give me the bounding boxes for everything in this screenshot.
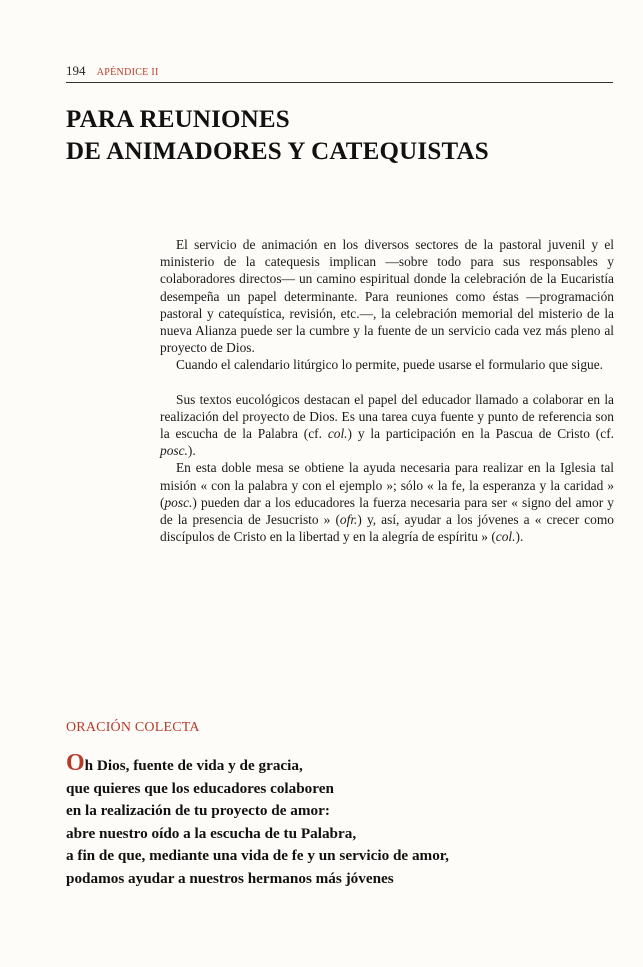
prayer-line-5: a fin de que, mediante una vida de fe y un servicio de amor, bbox=[66, 847, 449, 864]
prayer-line-2: que quieres que los educadores colaboren bbox=[66, 779, 334, 797]
intro-text bbox=[160, 236, 614, 545]
prayer-line-4: abre nuestro oído a la escucha de tu Palabra, bbox=[66, 824, 357, 842]
paragraph-3 bbox=[160, 391, 614, 460]
paragraph-2: Cuando el calendario litúrgico lo permite, puede usarse el formulario que sigue. bbox=[176, 357, 604, 373]
paragraph-1: El servicio de animación en los diversos sectores de la pastoral juvenil y el ministerio de la catequesis implican —sobre todo para sus responsables y colaboradores directos— un camino espiritual donde la celebración de la Eucaristía desempeña un papel determinante. Para reuniones como éstas —programación pastoral y catequística, revisión, etc.—, la celebración memorial del misterio de la nueva Alianza puede ser la cumbre y la fuente de un servicio cada vez más pleno al proyecto de Dios. bbox=[160, 237, 614, 356]
title-line-1: PARA REUNIONES bbox=[66, 106, 290, 133]
page-number: 194 bbox=[66, 63, 86, 78]
title-line-2: DE ANIMADORES Y CATEQUISTAS bbox=[66, 138, 489, 165]
prayer-line-1 bbox=[66, 750, 616, 778]
prayer-text bbox=[66, 750, 616, 890]
paragraph-3-text-c: ). bbox=[187, 443, 196, 459]
prayer-line-6: podamos ayudar a nuestros hermanos más jóvenes bbox=[66, 869, 394, 887]
paragraph-3-ref-2: posc. bbox=[160, 443, 188, 459]
prayer-line-1-text: h Dios, fuente de vida y de gracia, bbox=[84, 757, 303, 774]
paragraph-4-ref-1: posc. bbox=[164, 494, 193, 510]
paragraph-3-text-a: Sus textos eucológicos destacan el papel del educador llamado a colaborar en la realización del proyecto de Dios. Es una tarea cuya fuente y punto de referencia son la escucha de la Palabra (cf. bbox=[160, 391, 614, 442]
paragraph-4 bbox=[160, 459, 614, 545]
oracion-colecta-label: ORACIÓN COLECTA bbox=[66, 720, 200, 735]
prayer-line-3: en la realización de tu proyecto de amor: bbox=[66, 802, 330, 819]
paragraph-4-ref-2: ofr. bbox=[339, 512, 358, 528]
section-label: APÉNDICE II bbox=[96, 67, 159, 78]
paragraph-4-ref-3: col. bbox=[495, 529, 516, 545]
paragraph-4-text-b: ) pueden dar a los educadores la fuerza necesaria para ser « signo del amor y de la presencia de Jesucristo » ( bbox=[160, 494, 614, 528]
drop-cap: O bbox=[66, 750, 85, 776]
page-header bbox=[66, 62, 613, 83]
paragraph-4-text-c: ) y, así, ayudar a los jóvenes a « crecer como discípulos de Cristo en la libertad y en la alegría de espíritu » ( bbox=[160, 512, 614, 545]
paragraph-4-text-a: En esta doble mesa se obtiene la ayuda necesaria para realizar en la Iglesia tal misión « con la palabra y con el ejemplo »; sólo « la fe, la esperanza y la caridad » ( bbox=[160, 460, 614, 510]
paragraph-3-ref-1: col. bbox=[327, 426, 348, 442]
paragraph-4-text-d: ). bbox=[515, 529, 524, 545]
page-title bbox=[66, 104, 616, 168]
paragraph-3-text-b: ) y la participación en la Pascua de Cristo (cf. bbox=[347, 426, 614, 442]
